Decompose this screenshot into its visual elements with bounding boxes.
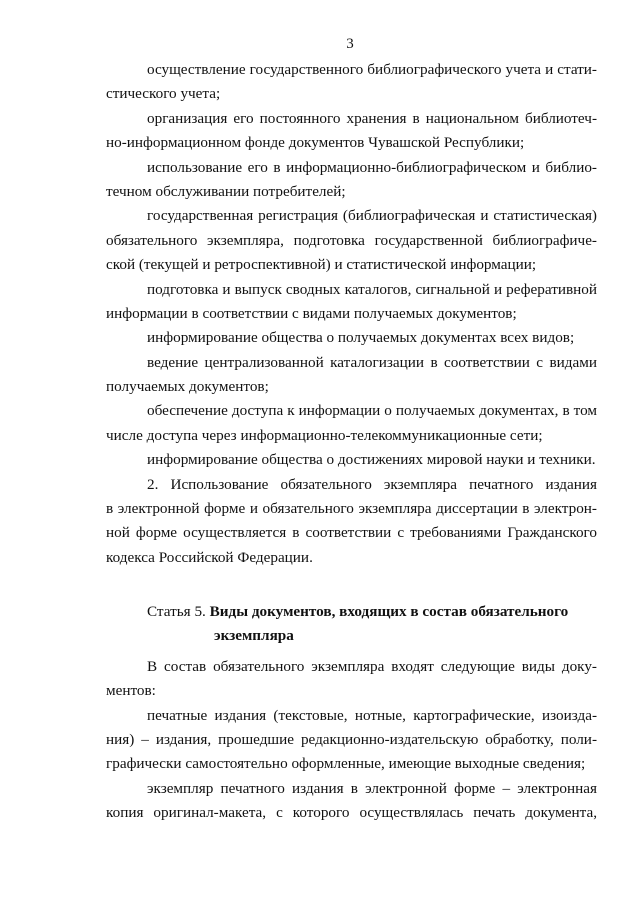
paragraph-line: осуществление государственного библиографического учета и стати- [147,61,597,78]
paragraph-line: кодекса Российской Федерации. [106,548,313,566]
paragraph-line: ментов: [106,682,156,700]
paragraph-line: получаемых документов; [106,378,269,396]
paragraph-line: течном обслуживании потребителей; [106,182,346,200]
paragraph-line: В состав обязательного экземпляра входят следующие виды доку- [147,657,597,675]
paragraph-line: подготовка и выпуск сводных каталогов, сигнальной и реферативной [147,280,597,298]
paragraph-line: обеспечение доступа к информации о получаемых документах, в том [147,402,597,420]
paragraph-line: но-информационном фонде документов Чувашской Республики; [106,134,525,152]
paragraph-line: ской (текущей и ретроспективной) и статистической информации; [106,256,537,274]
paragraph-line: информирование общества о получаемых документах всех видов; [147,329,575,347]
paragraph-line: ной форме осуществляется в соответствии с требованиями Гражданского [106,524,597,542]
paragraph-line: копия оригинал-макета, с которого осуществлялась печать документа, [106,804,597,822]
page-number: 3 [346,36,354,52]
paragraph-line: государственная регистрация (библиографическая и статистическая) [147,207,597,225]
article-label: Статья 5. [147,603,206,620]
paragraph-line: печатные издания (текстовые, нотные, картографические, изоизда- [147,706,597,724]
paragraph-line: информации в соответствии с видами получаемых документов; [106,304,517,322]
article-title: Виды документов, входящих в состав обязательного [209,603,569,620]
paragraph-line: информирование общества о достижениях мировой науки и техники. [147,451,596,469]
paragraph-line: экземпляр печатного издания в электронной форме – электронная [147,779,597,797]
paragraph-line: стического учета; [106,85,221,103]
paragraph-line: числе доступа через информационно-телекоммуникационные сети; [106,426,543,444]
paragraph-line: 2. Использование обязательного экземпляра печатного издания [147,475,597,493]
paragraph-line: ведение централизованной каталогизации в соответствии с видами [147,353,597,371]
article-5 [106,600,597,826]
paragraph-line: в электронной форме и обязательного экземпляра диссертации в электрон- [106,500,597,518]
paragraph-line: обязательного экземпляра, подготовка государственной библиографиче- [106,231,597,249]
article-title-continuation: экземпляра [214,627,294,645]
article-heading [106,600,597,624]
paragraph-line: графически самостоятельно оформленные, имеющие выходные сведения; [106,755,586,773]
article-4-continuation [106,58,597,570]
paragraph-line: использование его в информационно-библиографическом и библио- [147,158,597,176]
paragraph-line: организация его постоянного хранения в национальном библиотеч- [147,109,597,127]
paragraph-line: ния) – издания, прошедшие редакционно-издательскую обработку, поли- [106,730,597,748]
